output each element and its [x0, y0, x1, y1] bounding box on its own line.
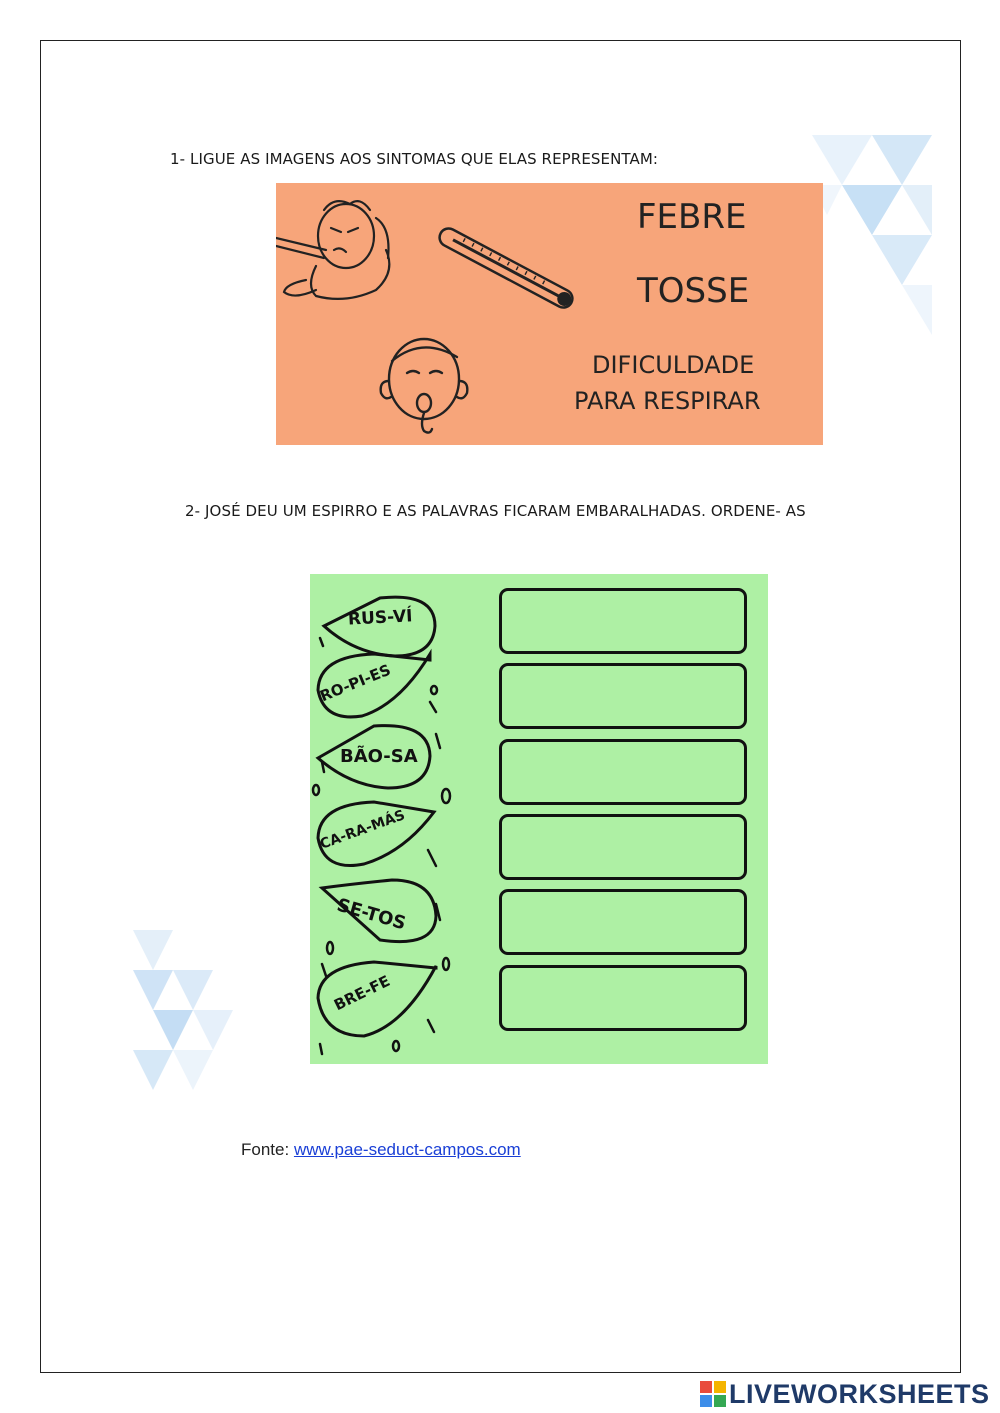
answer-box-1[interactable] [499, 588, 747, 654]
answer-box-3[interactable] [499, 739, 747, 805]
brand-name: LIVEWORKSHEETS [729, 1378, 990, 1409]
drop-word-1: RUS-VÍ [347, 606, 413, 630]
symptom-dificuldade-line1: DIFICULDADE [592, 351, 755, 379]
drop-word-4: CA-RA-MÁS [317, 807, 408, 853]
drop-word-5: SE-TOS [334, 894, 409, 935]
source-line [241, 1140, 521, 1160]
answer-box-6[interactable] [499, 965, 747, 1031]
symptom-dificuldade-line2: PARA RESPIRAR [574, 387, 761, 415]
answer-box-4[interactable] [499, 814, 747, 880]
liveworksheets-logo-icon [700, 1381, 726, 1407]
answer-box-5[interactable] [499, 889, 747, 955]
question2-heading: 2- JOSÉ DEU UM ESPIRRO E AS PALAVRAS FICARAM EMBARALHADAS. ORDENE- AS [185, 502, 806, 520]
drop-word-2: RO-PI-ES [317, 660, 394, 706]
breathless-face-icon [374, 331, 474, 443]
drop-word-3: BÃO-SA [340, 746, 418, 767]
word-order-panel [310, 574, 768, 1064]
drop-word-6: BRE-FE [331, 971, 393, 1015]
symptom-tosse: TOSSE [637, 271, 750, 311]
thermometer-icon [426, 223, 586, 313]
question1-heading: 1- LIGUE AS IMAGENS AOS SINTOMAS QUE ELAS REPRESENTAM: [170, 150, 659, 168]
answer-box-2[interactable] [499, 663, 747, 729]
liveworksheets-brand[interactable] [700, 1377, 990, 1411]
symptoms-panel [276, 183, 823, 445]
coughing-child-icon [276, 188, 401, 306]
source-link[interactable]: www.pae-seduct-campos.com [293, 1140, 521, 1159]
symptom-febre: FEBRE [637, 197, 747, 237]
source-label: Fonte: [241, 1140, 290, 1159]
